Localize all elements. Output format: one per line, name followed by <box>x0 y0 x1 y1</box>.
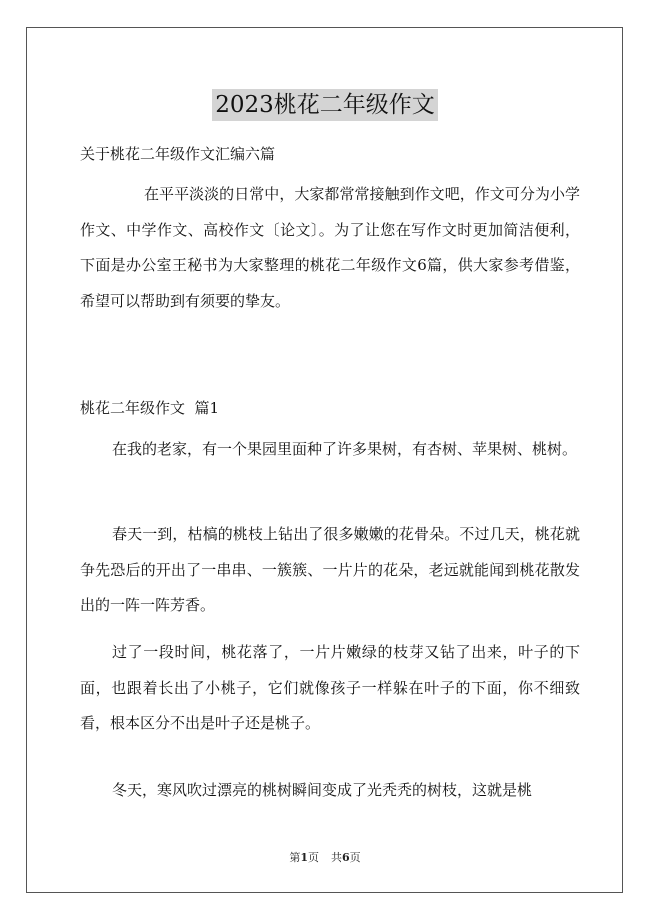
section-heading: 桃花二年级作文 篇1 <box>80 399 220 417</box>
footer-total-pages: 6 <box>342 851 350 864</box>
body-paragraph-2: 春天一到，枯槁的桃枝上钻出了很多嫩嫩的花骨朵。不过几天，桃花就争先恐后的开出了一串串、一簇簇、一片片的花朵，老远就能闻到桃花散发出的一阵一阵芳香。 <box>80 525 580 614</box>
footer-total-prefix: 共 <box>331 851 342 864</box>
footer-page-prefix: 第 <box>289 851 301 864</box>
intro-paragraph: 在平平淡淡的日常中，大家都常常接触到作文吧，作文可分为小学作文、中学作文、高校作文〔论文〕。为了让您在写作文时更加简洁便利，下面是办公室王秘书为大家整理的桃花二年级作文6篇，供大家参考借鉴，希望可以帮助到有须要的挚友。 <box>80 185 580 310</box>
footer-page-number: 1 <box>300 851 308 864</box>
document-title-text: 2023桃花二年级作文 <box>212 89 438 121</box>
body-paragraph-4: 冬天，寒风吹过漂亮的桃树瞬间变成了光秃秃的树枝，这就是桃 <box>112 781 533 799</box>
body-paragraph-3: 过了一段时间，桃花落了，一片片嫩绿的枝芽又钻了出来，叶子的下面，也跟着长出了小桃子，它们就像孩子一样躲在叶子的下面，你不细致看，根本区分不出是叶子还是桃子。 <box>80 643 580 732</box>
body-paragraph-1: 在我的老家，有一个果园里面种了许多果树，有杏树、苹果树、桃树。 <box>112 440 578 458</box>
footer-total-suffix: 页 <box>349 851 361 864</box>
document-subtitle: 关于桃花二年级作文汇编六篇 <box>80 145 276 163</box>
document-title <box>0 82 650 121</box>
footer-page-suffix: 页 <box>308 851 319 864</box>
page-footer <box>0 851 650 865</box>
